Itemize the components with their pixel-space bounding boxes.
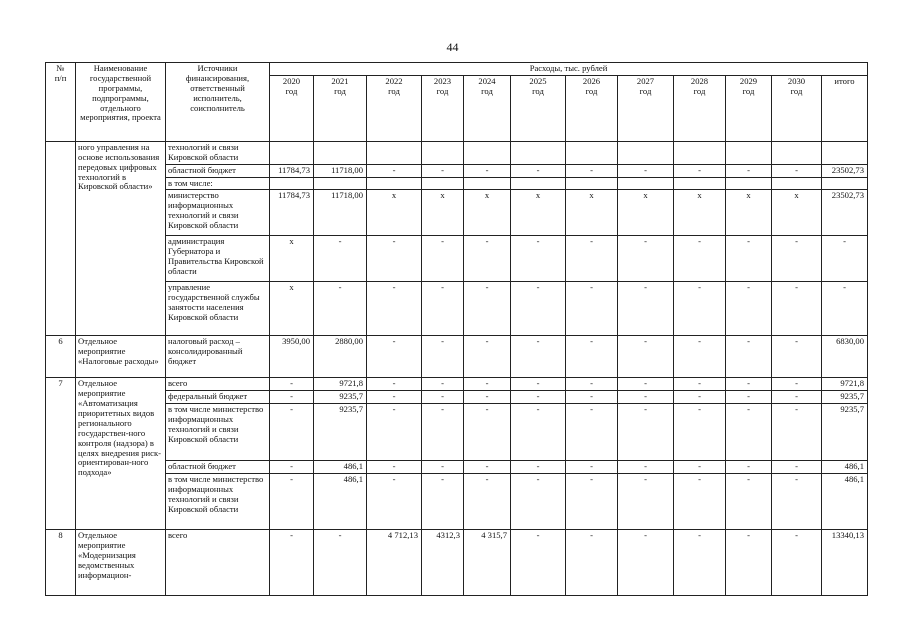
year-value: 486,1 xyxy=(314,461,367,474)
year-value: - xyxy=(511,282,566,336)
year-value: - xyxy=(772,282,822,336)
year-value: - xyxy=(618,336,674,378)
total-value: 6830,00 xyxy=(822,336,868,378)
year-value: x xyxy=(464,190,511,236)
header-year: 2024 год xyxy=(464,75,511,141)
total-value xyxy=(822,177,868,190)
header-year: 2026 год xyxy=(566,75,618,141)
year-value: - xyxy=(464,378,511,391)
year-value: - xyxy=(511,404,566,461)
header-name: Наименование государственной программы, подпрограммы, отдельного мероприятия, проекта xyxy=(76,63,166,142)
year-value xyxy=(674,141,726,164)
year-value: - xyxy=(422,461,464,474)
year-value: x xyxy=(367,190,422,236)
year-value: - xyxy=(464,336,511,378)
year-value: - xyxy=(772,164,822,177)
total-value: 23502,73 xyxy=(822,164,868,177)
year-value: 11784,73 xyxy=(270,164,314,177)
year-value: - xyxy=(674,474,726,530)
year-value: - xyxy=(618,378,674,391)
year-value: - xyxy=(367,391,422,404)
year-value: - xyxy=(726,530,772,596)
year-value: - xyxy=(726,474,772,530)
table-row xyxy=(46,378,868,391)
year-value: - xyxy=(464,461,511,474)
year-value xyxy=(464,177,511,190)
year-value: - xyxy=(511,461,566,474)
year-value: x xyxy=(566,190,618,236)
year-value: - xyxy=(422,391,464,404)
year-value: - xyxy=(367,474,422,530)
year-value: - xyxy=(618,530,674,596)
year-value: - xyxy=(618,236,674,282)
year-value xyxy=(511,141,566,164)
header-year: 2030 год xyxy=(772,75,822,141)
year-value: - xyxy=(422,474,464,530)
year-value: - xyxy=(772,474,822,530)
year-value: - xyxy=(270,461,314,474)
total-value: 9235,7 xyxy=(822,404,868,461)
total-value: - xyxy=(822,236,868,282)
table-row xyxy=(46,530,868,596)
total-value: 486,1 xyxy=(822,461,868,474)
event-name: Отдельное мероприятие «Налоговые расходы» xyxy=(76,336,166,378)
year-value xyxy=(270,141,314,164)
year-value xyxy=(422,177,464,190)
year-value: - xyxy=(726,236,772,282)
funding-source: налоговый расход – консолидированный бюджет xyxy=(166,336,270,378)
year-value: - xyxy=(618,391,674,404)
year-value: - xyxy=(511,336,566,378)
year-value xyxy=(314,141,367,164)
header-year: 2020 год xyxy=(270,75,314,141)
year-value: - xyxy=(674,461,726,474)
header-num: № п/п xyxy=(46,63,76,142)
header-year: 2022 год xyxy=(367,75,422,141)
header-year: 2025 год xyxy=(511,75,566,141)
total-value: 13340,13 xyxy=(822,530,868,596)
year-value: - xyxy=(367,282,422,336)
year-value: - xyxy=(772,336,822,378)
year-value: - xyxy=(566,378,618,391)
table-row xyxy=(46,236,868,282)
year-value: - xyxy=(566,236,618,282)
year-value: 11718,00 xyxy=(314,164,367,177)
year-value: 3950,00 xyxy=(270,336,314,378)
year-value: - xyxy=(674,164,726,177)
year-value: - xyxy=(511,236,566,282)
funding-source: федеральный бюджет xyxy=(166,391,270,404)
year-value: x xyxy=(270,236,314,282)
year-value: - xyxy=(772,461,822,474)
year-value: - xyxy=(772,391,822,404)
funding-source: министерство информационных технологий и связи Кировской области xyxy=(166,190,270,236)
year-value: - xyxy=(367,164,422,177)
event-name: Отдельное мероприятие «Модернизация ведомственных информацион- xyxy=(76,530,166,596)
year-value: - xyxy=(464,474,511,530)
year-value: - xyxy=(674,530,726,596)
table-row xyxy=(46,190,868,236)
header-year: 2028 год xyxy=(674,75,726,141)
year-value: 4 315,7 xyxy=(464,530,511,596)
year-value xyxy=(618,177,674,190)
year-value: - xyxy=(674,282,726,336)
year-value xyxy=(367,141,422,164)
year-value: - xyxy=(511,474,566,530)
year-value: - xyxy=(772,530,822,596)
table-row xyxy=(46,461,868,474)
funding-source: всего xyxy=(166,530,270,596)
header-year: 2021 год xyxy=(314,75,367,141)
total-value: 23502,73 xyxy=(822,190,868,236)
event-name: ного управления на основе использования передовых цифровых технологий в Кировской области» xyxy=(76,141,166,336)
year-value: - xyxy=(367,461,422,474)
table-row xyxy=(46,141,868,164)
row-number: 7 xyxy=(46,378,76,530)
row-number: 6 xyxy=(46,336,76,378)
year-value: - xyxy=(367,336,422,378)
year-value: - xyxy=(726,164,772,177)
year-value: 4312,3 xyxy=(422,530,464,596)
year-value xyxy=(511,177,566,190)
funding-source: областной бюджет xyxy=(166,461,270,474)
year-value: - xyxy=(566,282,618,336)
year-value: - xyxy=(511,391,566,404)
year-value: - xyxy=(566,391,618,404)
total-value: 9721,8 xyxy=(822,378,868,391)
year-value xyxy=(422,141,464,164)
year-value: 11784,73 xyxy=(270,190,314,236)
expenses-table xyxy=(45,62,868,596)
year-value: - xyxy=(618,282,674,336)
year-value: - xyxy=(618,474,674,530)
year-value: - xyxy=(618,404,674,461)
funding-source: областной бюджет xyxy=(166,164,270,177)
year-value: 11718,00 xyxy=(314,190,367,236)
year-value: - xyxy=(270,404,314,461)
year-value: - xyxy=(511,378,566,391)
table-row xyxy=(46,404,868,461)
total-value: - xyxy=(822,282,868,336)
year-value xyxy=(726,141,772,164)
year-value: - xyxy=(726,282,772,336)
year-value: - xyxy=(772,378,822,391)
year-value: - xyxy=(270,474,314,530)
year-value xyxy=(270,177,314,190)
year-value xyxy=(367,177,422,190)
page-number: 44 xyxy=(446,40,459,54)
year-value: 9721,8 xyxy=(314,378,367,391)
year-value xyxy=(772,141,822,164)
table-row xyxy=(46,336,868,378)
year-value: - xyxy=(270,530,314,596)
year-value: 486,1 xyxy=(314,474,367,530)
year-value: - xyxy=(464,164,511,177)
funding-source: всего xyxy=(166,378,270,391)
total-value: 486,1 xyxy=(822,474,868,530)
year-value: - xyxy=(422,236,464,282)
year-value xyxy=(674,177,726,190)
year-value xyxy=(566,141,618,164)
year-value: - xyxy=(367,404,422,461)
year-value: x xyxy=(422,190,464,236)
year-value xyxy=(464,141,511,164)
header-expenses: Расходы, тыс. рублей xyxy=(270,63,868,76)
year-value: - xyxy=(726,461,772,474)
year-value: x xyxy=(270,282,314,336)
total-value xyxy=(822,141,868,164)
year-value: - xyxy=(422,164,464,177)
year-value: - xyxy=(618,164,674,177)
year-value: - xyxy=(726,391,772,404)
table-row xyxy=(46,282,868,336)
year-value: - xyxy=(566,461,618,474)
row-number xyxy=(46,141,76,336)
funding-source: в том числе министерство информационных технологий и связи Кировской области xyxy=(166,474,270,530)
funding-source: администрация Губернатора и Правительства Кировской области xyxy=(166,236,270,282)
year-value: - xyxy=(772,404,822,461)
total-value: 9235,7 xyxy=(822,391,868,404)
header-year: 2023 год xyxy=(422,75,464,141)
year-value xyxy=(772,177,822,190)
year-value: - xyxy=(726,378,772,391)
year-value: - xyxy=(464,404,511,461)
year-value: - xyxy=(367,378,422,391)
year-value: - xyxy=(674,236,726,282)
year-value: - xyxy=(674,391,726,404)
year-value: - xyxy=(464,236,511,282)
year-value xyxy=(726,177,772,190)
year-value: - xyxy=(566,404,618,461)
year-value xyxy=(314,177,367,190)
event-name: Отдельное мероприятие «Автоматизация приоритетных видов регионального государствен-ного контроля (надзора) в целях внедрения риск-ориентирован-ного подхода» xyxy=(76,378,166,530)
year-value: 2880,00 xyxy=(314,336,367,378)
year-value: - xyxy=(674,378,726,391)
year-value: - xyxy=(464,282,511,336)
year-value: x xyxy=(772,190,822,236)
year-value: - xyxy=(314,236,367,282)
year-value xyxy=(618,141,674,164)
year-value: - xyxy=(422,336,464,378)
year-value: x xyxy=(618,190,674,236)
year-value: 4 712,13 xyxy=(367,530,422,596)
year-value: - xyxy=(422,404,464,461)
year-value: x xyxy=(674,190,726,236)
table-row xyxy=(46,164,868,177)
funding-source: управление государственной службы занятости населения Кировской области xyxy=(166,282,270,336)
funding-source: в том числе министерство информационных технологий и связи Кировской области xyxy=(166,404,270,461)
year-value: - xyxy=(511,164,566,177)
year-value: 9235,7 xyxy=(314,404,367,461)
header-year: 2027 год xyxy=(618,75,674,141)
header-total: итого xyxy=(822,75,868,141)
year-value: x xyxy=(726,190,772,236)
year-value: - xyxy=(674,404,726,461)
year-value: - xyxy=(566,164,618,177)
year-value: - xyxy=(314,530,367,596)
year-value: - xyxy=(566,530,618,596)
year-value: - xyxy=(270,391,314,404)
year-value: - xyxy=(566,474,618,530)
year-value: - xyxy=(772,236,822,282)
table-row xyxy=(46,474,868,530)
year-value: - xyxy=(511,530,566,596)
year-value: 9235,7 xyxy=(314,391,367,404)
header-year: 2029 год xyxy=(726,75,772,141)
year-value: - xyxy=(422,282,464,336)
year-value: x xyxy=(511,190,566,236)
funding-source: технологий и связи Кировской области xyxy=(166,141,270,164)
year-value xyxy=(566,177,618,190)
row-number: 8 xyxy=(46,530,76,596)
year-value: - xyxy=(726,336,772,378)
year-value: - xyxy=(270,378,314,391)
funding-source: в том числе: xyxy=(166,177,270,190)
year-value: - xyxy=(618,461,674,474)
header-sources: Источники финансирования, ответственный исполнитель, соисполнитель xyxy=(166,63,270,142)
year-value: - xyxy=(367,236,422,282)
table-row xyxy=(46,177,868,190)
year-value: - xyxy=(464,391,511,404)
year-value: - xyxy=(726,404,772,461)
year-value: - xyxy=(674,336,726,378)
year-value: - xyxy=(314,282,367,336)
year-value: - xyxy=(566,336,618,378)
table-row xyxy=(46,391,868,404)
year-value: - xyxy=(422,378,464,391)
